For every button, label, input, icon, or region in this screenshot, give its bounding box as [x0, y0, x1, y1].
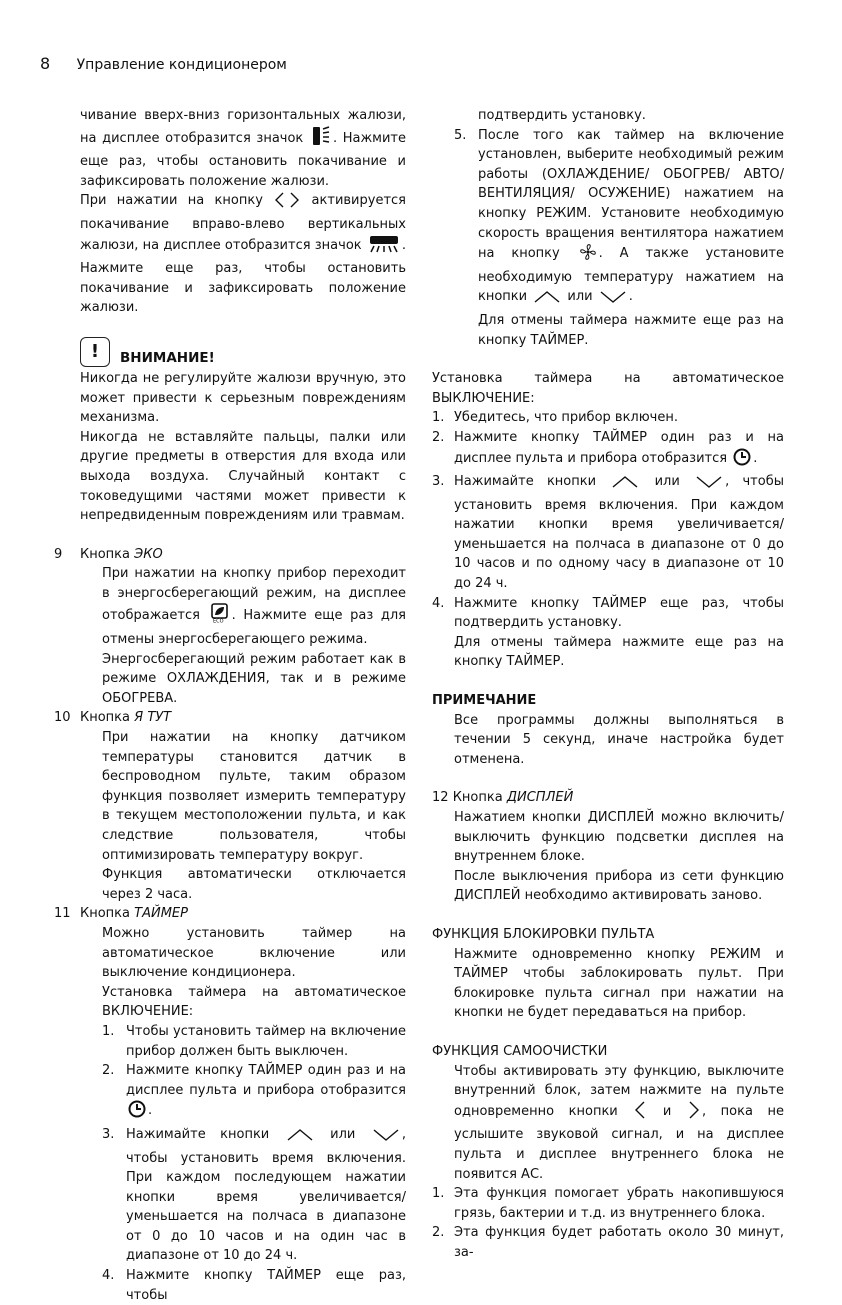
- timer-off-step-4: 4. Нажмите кнопку ТАЙМЕР еще раз, чтобы подтвердить установку.: [432, 595, 784, 631]
- swing-paragraph-1: чивание вверх-вниз горизонтальных жалюзи, на дисплее отобразится значок . Нажмите еще раз, чтобы остановить покачивание и зафиксировать положение жалюзи.: [80, 108, 406, 189]
- timer-on-step-3: 3. Нажимайте кнопки или , чтобы установить время включения. При каждом последующем нажатии кнопки время увеличивается/уменьшается на полчаса в диапазоне от 0 до 10 часов и на один час в диапазоне от 10 до 24 ч.: [102, 1126, 406, 1264]
- eco-text-2: Энергосберегающий режим работает как в режиме ОХЛАЖДЕНИЯ, так и в режиме ОБОГРЕВА.: [102, 651, 406, 706]
- warning-text-1: Никогда не регулируйте жалюзи вручную, это может привести к серьезным повреждениям механизма.: [80, 370, 406, 426]
- display-text-1: Нажатием кнопки ДИСПЛЕЙ можно включить/ выключить функцию подсветки дисплея на внутреннем блоке.: [454, 810, 784, 865]
- up-arrow-icon: [611, 475, 639, 496]
- left-column: [54, 106, 406, 1305]
- note-title: ПРИМЕЧАНИЕ: [432, 693, 537, 709]
- clock-icon: [128, 1100, 146, 1125]
- timer-off-step-2: 2. Нажмите кнопку ТАЙМЕР один раз и на дисплее пульта и прибора отобразится .: [432, 428, 784, 472]
- timer-on-step-5: 5. После того как таймер на включение установлен, выберите необходимый режим работы (ОХЛАЖДЕНИЕ/ ОБОГРЕВ/ АВТО/ ВЕНТИЛЯЦИЯ/ ОСУЖЕНИЕ) нажатием на кнопку РЕЖИМ. Установите необходимую скорость вращения вентилятора нажатием на кнопку . А также установите необходимую температуру нажатием на кнопки или .: [454, 126, 784, 311]
- warning-icon: !: [80, 337, 110, 367]
- clean-text: Чтобы активировать эту функцию, выключите внутренний блок, затем нажмите на пульте одновременно кнопки и , пока не услышите звуковой сигнал, и на дисплее пульта и дисплее внутреннего блока не появится АС.: [454, 1063, 784, 1182]
- eco-heading: 9 Кнопка ЭКО: [54, 546, 163, 562]
- timer-on-step-1: 1. Чтобы установить таймер на включение прибор должен быть выключен.: [102, 1023, 406, 1059]
- vertical-swing-icon: [311, 126, 331, 153]
- timer-off-cancel: Для отмены таймера нажмите еще раз на кнопку ТАЙМЕР.: [454, 634, 784, 670]
- clean-item-1: 1. Эта функция помогает убрать накопившуюся грязь, бактерии и т.д. из внутреннего блока.: [432, 1186, 784, 1221]
- eco-text-1: При нажатии на кнопку прибор переходит в энергосберегающий режим, на дисплее отображается ECO . Нажмите еще раз для отмены энергосберегающего режима.: [102, 566, 406, 648]
- svg-text:ECO: ECO: [212, 618, 224, 624]
- display-heading: 12 Кнопка ДИСПЛЕЙ: [432, 790, 574, 806]
- swing-lr-button-icon: [275, 192, 299, 215]
- down-arrow-icon: [372, 1128, 400, 1149]
- timer-on-step-4: 4. Нажмите кнопку ТАЙМЕР еще раз, чтобы: [102, 1268, 406, 1303]
- timer-off-step-1: 1. Убедитесь, что прибор включен.: [432, 410, 678, 426]
- page-title: Управление кондиционером: [76, 57, 287, 73]
- display-text-2: После выключения прибора из сети функцию ДИСПЛЕЙ необходимо активировать заново.: [454, 868, 784, 904]
- feel-heading: 10 Кнопка Я ТУТ: [54, 710, 172, 726]
- horizontal-swing-icon: [368, 235, 400, 260]
- warning-title: ВНИМАНИЕ!: [120, 350, 215, 367]
- feel-text-1: При нажатии на кнопку датчиком температуры становится датчик в беспроводном пульте, таким образом функция позволяет измерить температуру в текущем местоположении пульта, и как следствие пользователя, чтобы оптимизировать температуру вокруг.: [102, 730, 406, 863]
- clean-item-2: 2. Эта функция будет работать около 30 минут, за-: [432, 1225, 784, 1260]
- timer-on-step-4-cont: подтвердить установку.: [478, 108, 646, 123]
- down-arrow-icon: [695, 475, 723, 496]
- warning-text-2: Никогда не вставляйте пальцы, палки или другие предметы в отверстия для входа или выхода воздуха. Случайный контакт с токоведущими частями может привести к непредвиденным повреждениям или травмам.: [80, 429, 406, 524]
- feel-text-2: Функция автоматически отключается через 2 часа.: [102, 867, 406, 902]
- timer-on-cancel: Для отмены таймера нажмите еще раз на кнопку ТАЙМЕР.: [478, 312, 784, 348]
- fan-icon: [579, 243, 597, 268]
- swing-paragraph-2: При нажатии на кнопку активируется покачивание вправо-влево вертикальных жалюзи, на дисплее отобразится значок . Нажмите еще раз, чтобы остановить покачивание и зафиксировать положение жалюзи.: [80, 193, 406, 316]
- warning-header: [80, 337, 406, 367]
- page-number: 8: [40, 54, 51, 73]
- clock-icon: [733, 448, 751, 473]
- down-arrow-icon: [599, 290, 627, 311]
- eco-icon: [210, 603, 230, 630]
- timer-off-step-3: 3. Нажимайте кнопки или , чтобы установить время включения. При каждом нажатии кнопки время увеличивается/уменьшается на полчаса в диапазоне от 0 до 10 часов и по одному часу в диапазоне от 10 до 24 ч.: [432, 474, 784, 592]
- timer-off-title: Установка таймера на автоматическое ВЫКЛЮЧЕНИЕ:: [432, 371, 784, 406]
- clean-title: ФУНКЦИЯ САМООЧИСТКИ: [432, 1043, 608, 1059]
- lock-text: Нажмите одновременно кнопку РЕЖИМ и ТАЙМЕР чтобы заблокировать пульт. При блокировке пульта сигнал при нажатии на кнопки не будет передаваться на прибор.: [454, 946, 784, 1021]
- up-arrow-icon: [286, 1128, 314, 1149]
- page-header: [40, 54, 287, 73]
- timer-text-2: Установка таймера на автоматическое ВКЛЮЧЕНИЕ:: [102, 984, 406, 1020]
- right-column: [432, 106, 784, 1262]
- right-arrow-icon: [688, 1101, 700, 1126]
- timer-text-1: Можно установить таймер на автоматическое включение или выключение кондиционера.: [102, 925, 406, 981]
- up-arrow-icon: [533, 290, 561, 311]
- note-text: Все программы должны выполняться в течении 5 секунд, иначе настройка будет отменена.: [454, 712, 784, 767]
- left-arrow-icon: [634, 1101, 646, 1126]
- timer-heading: 11 Кнопка ТАЙМЕР: [54, 906, 188, 922]
- lock-title: ФУНКЦИЯ БЛОКИРОВКИ ПУЛЬТА: [432, 926, 655, 942]
- timer-on-step-2: 2. Нажмите кнопку ТАЙМЕР один раз и на дисплее пульта и прибора отобразится .: [102, 1061, 406, 1125]
